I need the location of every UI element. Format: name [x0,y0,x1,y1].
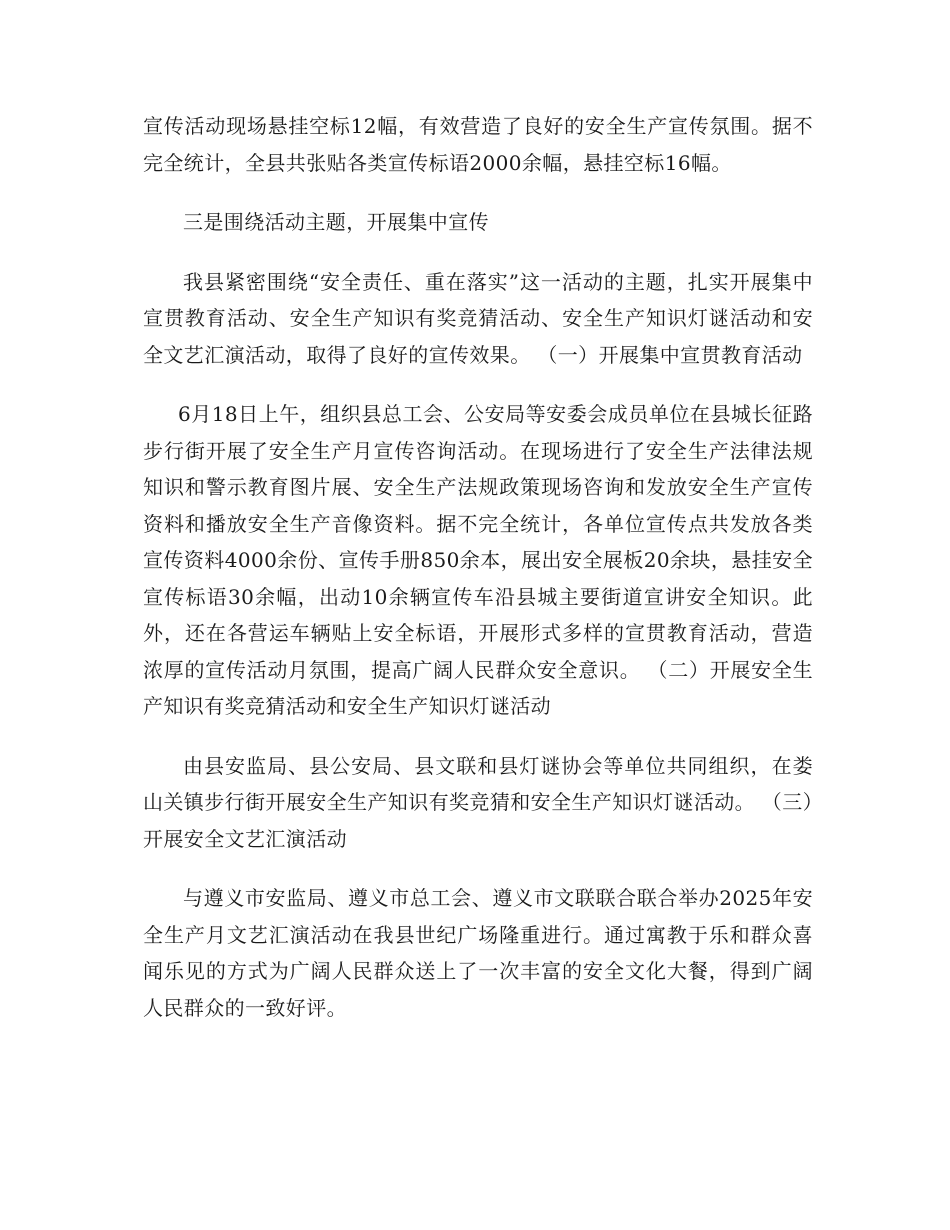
document-body [143,108,813,1049]
paragraph-text: 与遵义市安监局、遵义市总工会、遵义市文联联合联合举办2025年安全生产月文艺汇演活动在我县世纪广场隆重进行。通过寓教于乐和群众喜闻乐见的方式为广阔人民群众送上了一次丰富的安全文化大餐，得到广阔人民群众的一致好评。 [143,886,813,1020]
subheading-art-performance: （三）开展安全文艺汇演活动 [143,790,813,851]
paragraph-text: 由县安监局、县公安局、县文联和县灯谜协会等单位共同组织，在娄山关镇步行街开展安全生产知识有奖竞猜和安全生产知识灯谜活动。 [143,753,813,814]
paragraph-loushanguan-event [143,748,813,858]
paragraph-june-18-event [143,396,813,725]
subheading-quiz-riddle-activity: （二）开展安全生产知识有奖竞猜活动和安全生产知识灯谜活动 [143,657,813,718]
paragraph-activity-theme [143,264,813,374]
paragraph-publicity-stats [143,108,813,181]
paragraph-text: 我县紧密围绕“安全责任、重在落实”这一活动的主题，扎实开展集中宣贯教育活动、安全生产知识有奖竞猜活动、安全生产知识灯谜活动和安全文艺汇演活动，取得了良好的宣传效果。 [143,269,813,367]
section-heading-text: 三是围绕活动主题，开展集中宣传 [183,210,489,234]
paragraph-text: 6月18日上午，组织县总工会、公安局等安委会成员单位在县城长征路步行街开展了安全生产月宣传咨询活动。在现场进行了安全生产法律法规知识和警示教育图片展、安全生产法规政策现场咨询和发放安全生产宣传资料和播放安全生产音像资料。据不完全统计，各单位宣传点共发放各类宣传资料4000余份、宣传手册850余本，展出安全展板20余块，悬挂安全宣传标语30余幅，出动10余辆宣传车沿县城主要街道宣讲安全知识。此外，还在各营运车辆贴上安全标语，开展形式多样的宣贯教育活动，营造浓厚的宣传活动月氛围，提高广阔人民群众安全意识。 [143,402,813,682]
paragraph-text: 宣传活动现场悬挂空标12幅，有效营造了良好的安全生产宣传氛围。据不完全统计，全县共张贴各类宣传标语2000余幅，悬挂空标16幅。 [143,114,813,175]
paragraph-art-performance [143,880,813,1026]
section-heading-focused-publicity [143,204,813,241]
subheading-education-activity: （一）开展集中宣贯教育活动 [537,342,803,367]
